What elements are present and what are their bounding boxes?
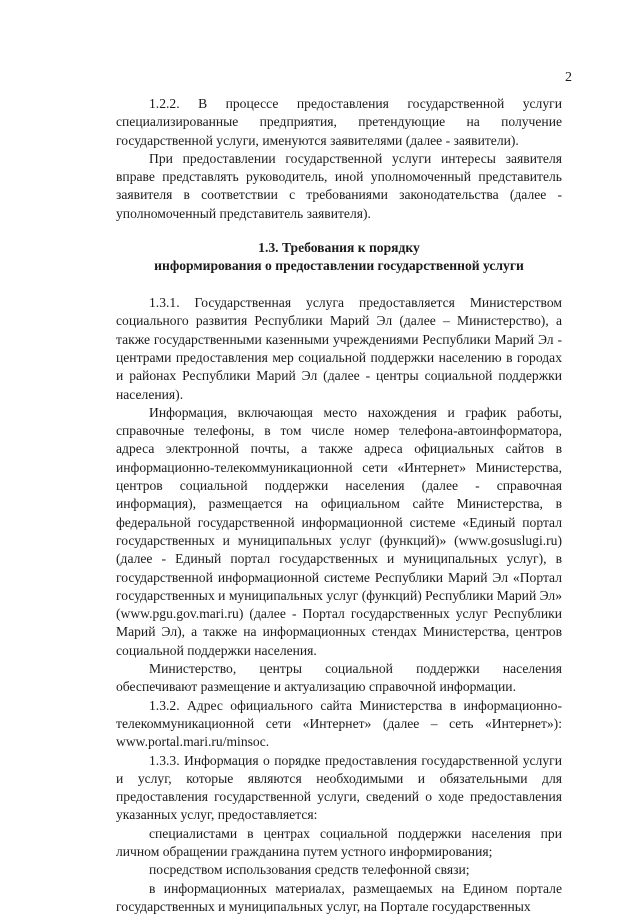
paragraph: При предоставлении государственной услуги интересы заявителя вправе представлять руководитель, иной уполномоченный представитель заявителя в соответствии с требованиями законодательства (далее - уполномоченный представитель заявителя).: [116, 150, 562, 221]
section-heading-line: информирования о предоставлении государственной услуги: [154, 258, 524, 274]
section-heading-line: 1.3. Требования к порядку: [258, 240, 420, 256]
page-number: 2: [565, 70, 572, 85]
paragraph: специалистами в центрах социальной поддержки населения при личном обращении гражданина путем устного информирования;: [116, 825, 562, 859]
document-body: [116, 95, 562, 916]
paragraph: 1.3.1. Государственная услуга предоставляется Министерством социального развития Республики Марий Эл (далее – Министерство), а также государственными казенными учреждениями Республики Марий Эл - центрами предоставления мер социальной поддержки населению в городах и районах Республики Марий Эл (далее - центры социальной поддержки населения).: [116, 295, 562, 402]
paragraph: 1.3.3. Информация о порядке предоставления государственной услуги и услуг, которые являются необходимыми и обязательными для предоставления государственной услуги, сведений о ходе предоставления указанных услуг, предоставляется:: [116, 752, 562, 823]
section-heading: [116, 239, 562, 275]
paragraph: посредством использования средств телефонной связи;: [149, 862, 470, 878]
paragraph: Информация, включающая место нахождения и график работы, справочные телефоны, в том числе номер телефона-автоинформатора, адреса электронной почты, а также адреса официальных сайтов в информационно-телекоммуникационной сети «Интернет» Министерства, центров социальной поддержки населения (далее - справочная информация), размещается на официальном сайте Министерства, в федеральной государственной информационной системе «Единый портал государственных и муниципальных услуг (функций)» (www.gosuslugi.ru) (далее - Единый портал государственных и муниципальных услуг), в государственной информационной системе Республики Марий Эл «Портал государственных и муниципальных услуг (функций) Республики Марий Эл» (www.pgu.gov.mari.ru) (далее - Портал государственных услуг Республики Марий Эл), а также на информационных стендах Министерства, центров социальной поддержки населения.: [116, 404, 562, 658]
paragraph: в информационных материалах, размещаемых на Едином портале государственных и муниципальных услуг, на Портале государственных: [116, 880, 562, 914]
paragraph: 1.3.2. Адрес официального сайта Министерства в информационно-телекоммуникационной сети «Интернет» (далее – сеть «Интернет»): www.portal.mari.ru/minsoc.: [116, 697, 562, 750]
paragraph: Министерство, центры социальной поддержки населения обеспечивают размещение и актуализацию справочной информации.: [116, 661, 562, 695]
paragraph: 1.2.2. В процессе предоставления государственной услуги специализированные предприятия, претендующие на получение государственной услуги, именуются заявителями (далее - заявители).: [116, 96, 562, 148]
